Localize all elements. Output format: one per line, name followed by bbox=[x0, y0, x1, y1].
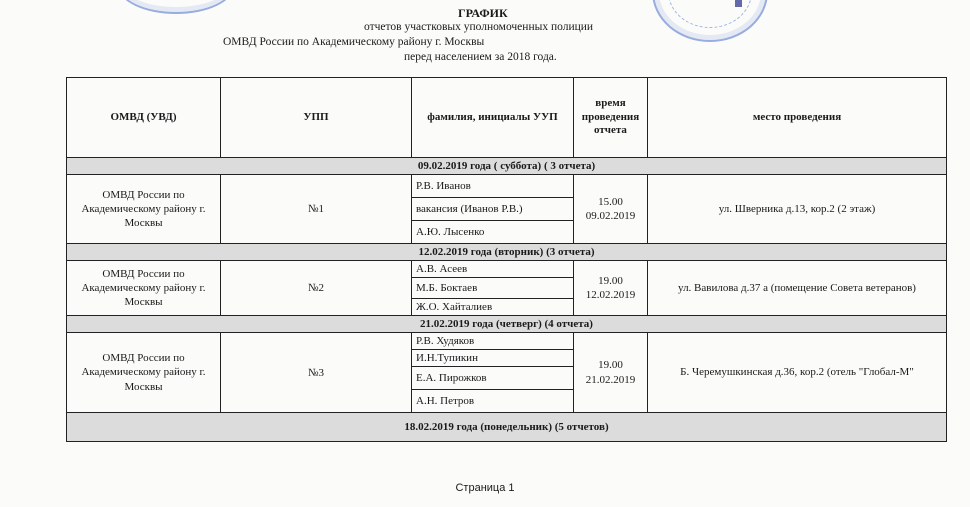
officer-name: Р.В. Иванов bbox=[412, 175, 574, 198]
column-header-omvd: ОМВД (УВД) bbox=[67, 78, 221, 158]
officer-name: А.Н. Петров bbox=[412, 390, 574, 413]
page-number: Страница 1 bbox=[455, 482, 515, 494]
report-time: 19.00 bbox=[598, 359, 623, 372]
table-row bbox=[67, 333, 947, 350]
upp-cell: №2 bbox=[221, 261, 412, 316]
header-line-2: ОМВД России по Академическому району г. Москвы bbox=[223, 36, 485, 48]
date-group-row bbox=[67, 244, 947, 261]
date-group-label: 21.02.2019 года (четверг) (4 отчета) bbox=[67, 316, 947, 333]
official-stamp-right bbox=[652, 0, 768, 42]
omvd-cell: ОМВД России по Академическому району г. Москвы bbox=[67, 175, 221, 244]
officer-name: вакансия (Иванов Р.В.) bbox=[412, 198, 574, 221]
omvd-cell: ОМВД России по Академическому району г. Москвы bbox=[67, 261, 221, 316]
officer-name: А.В. Асеев bbox=[412, 261, 574, 278]
column-header-time: время проведения отчета bbox=[574, 78, 648, 158]
date-group-row bbox=[67, 158, 947, 175]
report-date: 09.02.2019 bbox=[585, 210, 636, 222]
date-group-label: 18.02.2019 года (понедельник) (5 отчетов) bbox=[67, 413, 947, 442]
officer-name: А.Ю. Лысенко bbox=[412, 221, 574, 244]
date-group-label: 09.02.2019 года ( суббота) ( 3 отчета) bbox=[67, 158, 947, 175]
schedule-table bbox=[66, 77, 947, 442]
report-time: 15.00 bbox=[598, 195, 623, 208]
place-cell: ул. Вавилова д.37 а (помещение Совета ветеранов) bbox=[648, 261, 947, 316]
official-stamp-left bbox=[118, 0, 234, 14]
time-cell bbox=[574, 261, 648, 316]
officer-name: Е.А. Пирожков bbox=[412, 367, 574, 390]
officer-name: Р.В. Худяков bbox=[412, 333, 574, 350]
officer-name: Ж.О. Хайталиев bbox=[412, 299, 574, 316]
column-header-upp: УПП bbox=[221, 78, 412, 158]
report-date: 12.02.2019 bbox=[585, 289, 636, 301]
header-line-3: перед населением за 2018 года. bbox=[404, 51, 557, 63]
place-cell: Б. Черемушкинская д.36, кор.2 (отель "Глобал-М" bbox=[648, 333, 947, 413]
table-row bbox=[67, 261, 947, 278]
table-header-row bbox=[67, 78, 947, 158]
officer-name: М.Б. Боктаев bbox=[412, 278, 574, 299]
ink-mark bbox=[735, 0, 742, 7]
date-group-row bbox=[67, 413, 947, 442]
officer-name: И.Н.Тупикин bbox=[412, 350, 574, 367]
upp-cell: №1 bbox=[221, 175, 412, 244]
report-date: 21.02.2019 bbox=[585, 373, 636, 386]
document-title: ГРАФИК bbox=[458, 6, 508, 20]
time-cell bbox=[574, 175, 648, 244]
upp-cell: №3 bbox=[221, 333, 412, 413]
place-cell: ул. Шверника д.13, кор.2 (2 этаж) bbox=[648, 175, 947, 244]
header-line-1: отчетов участковых уполномоченных полиции bbox=[364, 21, 594, 33]
column-header-place: место проведения bbox=[648, 78, 947, 158]
time-cell bbox=[574, 333, 648, 413]
date-group-label: 12.02.2019 года (вторник) (3 отчета) bbox=[67, 244, 947, 261]
table-row bbox=[67, 175, 947, 198]
date-group-row bbox=[67, 316, 947, 333]
report-time: 19.00 bbox=[598, 274, 623, 287]
omvd-cell: ОМВД России по Академическому району г. Москвы bbox=[67, 333, 221, 413]
column-header-officer: фамилия, инициалы УУП bbox=[412, 78, 574, 158]
